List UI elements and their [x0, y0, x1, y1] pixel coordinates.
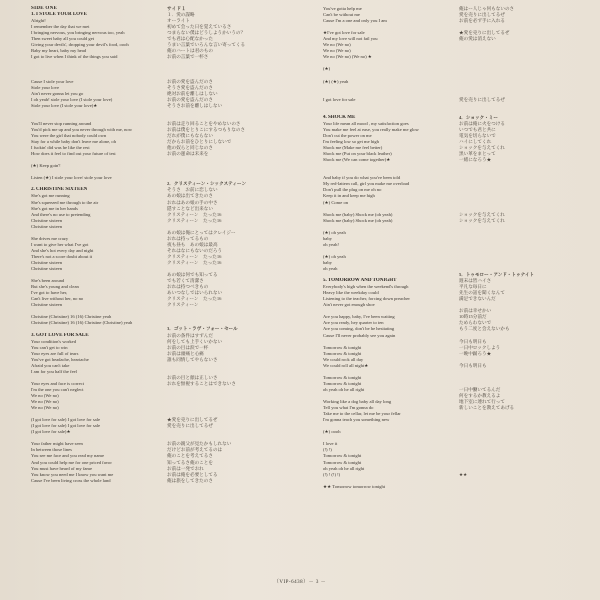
lyric-line: 平凡な毎日に — [459, 284, 487, 290]
lyric-line: You'll never stop running around — [31, 120, 92, 126]
lyric-line: 絶対お前を離しはしない — [167, 90, 218, 96]
lyric-line: 夜も昼も あの娘は最高 — [167, 241, 218, 247]
lyric-line: Shock me (Put on your black leather) — [323, 151, 392, 157]
lyric-line: 何をするか教えるよ — [459, 393, 501, 398]
lyric-line: うまい言葉でいろんな言い寄ってくる — [167, 42, 246, 48]
lyric-line: おれを無視することはできないさ — [167, 380, 236, 386]
lyric-line: Everybody's high when the weekend's through — [323, 284, 409, 290]
column-english-left — [31, 6, 159, 484]
lyric-line: お前は僕をとりこにするつもりなのさ — [167, 126, 246, 132]
lyric-line: 黒い革をまとって — [459, 151, 496, 157]
lyric-line: She's got me in her hands — [31, 205, 78, 211]
lyric-line: お前の言葉で一杯さ — [167, 54, 209, 60]
lyric-line: Are you ready, hey quarter to ten — [323, 320, 384, 326]
lyric-line: 俺のハートは君のもの — [167, 48, 213, 54]
lyric-line: ★愛を売りに出してるぜ — [459, 30, 510, 36]
lyric-line: でも若くて清潔さ — [167, 278, 204, 284]
lyric-line: お前を必ず手に入れる — [459, 18, 505, 24]
lyric-line: そうさ愛を盗んだのさ — [167, 84, 213, 90]
lyric-line: Stole your love (I stole your love)★ — [31, 102, 98, 108]
lyric-line: We no (We no) — [31, 393, 59, 398]
lyric-line: Tomorrow & tonight — [323, 344, 362, 350]
lyric-line: We no (We no) — [323, 42, 351, 48]
lyric-line: Tomorrow & tonight — [323, 453, 362, 459]
lyric-line: ★★ Tomorrow tomorrow tonight — [323, 483, 386, 489]
lyric-line: (★) Keep goin'! — [31, 163, 61, 169]
lyric-line: あいつなしではいられない — [167, 290, 223, 296]
lyric-line: クリスティーン たった16 — [167, 211, 222, 217]
lyric-line: You know you need me I know you want me — [31, 471, 114, 477]
lyric-line: Can't be without me — [323, 12, 360, 18]
lyric-line: (★) (★) yeah — [323, 78, 349, 84]
lyric-line: Are you happy, baby, I've been waiting — [323, 314, 395, 320]
lyric-line: Your condition's worked — [31, 338, 77, 344]
lyric-line: 一緒になろう★ — [459, 157, 492, 163]
lyric-line: oh yeah oh he all right — [323, 386, 365, 392]
lyric-line: お前の愛を盗んだのさ — [167, 96, 213, 102]
lyric-line: In between those lines — [31, 447, 72, 453]
lyric-line: クリスティーン — [167, 302, 199, 308]
lyric-line: Then sweet baby all you could get — [31, 36, 95, 42]
lyric-line: 4. SHOCK ME — [323, 114, 356, 120]
lyric-line: 愛を売りに出してるぜ — [459, 12, 505, 18]
lyric-line: Don't pull the plug on me oh no — [323, 187, 382, 193]
lyric-line: She's got me running — [31, 193, 70, 199]
lyric-line: ★愛を売りに出してるぜ — [167, 417, 218, 423]
lyric-line: Tomorrow & tonight — [323, 380, 362, 386]
lyric-line: Heavy like the weekday could — [323, 290, 379, 296]
lyric-line: Cause I stole your love — [31, 78, 74, 84]
lyric-line: Cause I've been living cross the whole land — [31, 477, 111, 483]
lyric-line: Tomorrow & tonight — [323, 350, 362, 356]
lyric-line: Tomorrow & tonight — [323, 459, 362, 465]
lyric-line: You'd pick me up and you never through with me, now — [31, 126, 133, 132]
lyric-line: 電気を切らないで — [459, 132, 496, 138]
lyric-line: We no (We no) — [31, 405, 59, 411]
lyric-line: And my love will not fail you — [323, 36, 378, 42]
column-japanese-right — [459, 6, 587, 478]
lyric-line: お前の目と顔は正しいさ — [167, 374, 218, 380]
lyric-line: ショックを与えてくれ — [459, 145, 505, 151]
lyric-line: あの娘は出てきたのさ — [167, 193, 213, 199]
column-japanese-left — [167, 6, 295, 484]
lyric-line: ショックを与えてくれ — [459, 211, 505, 217]
lyric-line: Shock me (baby) Shock me (oh yeah) — [323, 211, 393, 217]
catalog-footer: （VIP-6438）－ 3 － — [273, 580, 327, 585]
lyric-line: I want to give her what I've got — [31, 241, 89, 247]
lyric-line: Christine (Christine) 16 (16) Christine (Christine) yeah — [31, 320, 133, 326]
lyric-line: 週末は皆ハイさ — [459, 278, 492, 284]
column-english-right — [323, 6, 451, 490]
lyric-line: 5．トゥモロー・アンド・トゥナイト — [459, 272, 535, 278]
lyric-line: Don't cut the power on me — [323, 132, 372, 138]
lyric-line: I bringing nervous, you bringing nervous too, yeah — [31, 30, 125, 36]
lyric-line: それはなにもないのだろう — [167, 247, 223, 253]
lyric-line: We could roll all night★ — [323, 362, 369, 368]
lyric-line: クリスティーン たった16 — [167, 259, 222, 265]
lyric-line: How does it feel to find out your future of test — [31, 151, 116, 157]
lyric-line: And she's hot every day and night — [31, 247, 94, 253]
lyric-line: We no (We no) — [31, 399, 59, 405]
lyric-line: Christine sixteen — [31, 223, 63, 229]
lyric-line: ためらわないで — [459, 320, 492, 326]
lyric-line: おれは持ってるもの — [167, 235, 209, 241]
lyric-line: ハイにしてくれ — [459, 139, 492, 145]
lyric-line: (★) oh yeah — [323, 229, 346, 235]
lyric-line: I love it — [323, 441, 338, 447]
lyric-line: お前は俺に火をつける — [459, 120, 505, 126]
lyric-line: 愛を売りに出してるぜ — [459, 96, 505, 102]
lyric-line: 満足できないんだ — [459, 296, 496, 302]
lyric-line: だけどお前が考えてるのは — [167, 447, 223, 453]
lyric-line: oh yeah oh he all right — [323, 465, 365, 471]
lyric-line: あの娘は俺にとってはクレイジー — [167, 229, 236, 235]
lyric-line: Christine sixteen — [31, 302, 63, 308]
lyric-line: Cause I'll never probably see you again — [323, 332, 396, 338]
lyric-line: オーライト — [167, 18, 190, 24]
lyric-line: Are you coming, don't be he hesitating — [323, 326, 395, 332]
lyric-line: クリスティーン たった16 — [167, 253, 222, 259]
lyric-line: Working like a dog baby all day long — [323, 399, 392, 405]
lyric-line: おれは持つべきもの — [167, 284, 209, 290]
lyric-line: お前は走り回ることをやめないのさ — [167, 120, 241, 126]
lyric-line: Stay for a while baby don't leave me alone, oh — [31, 139, 117, 145]
lyric-line: 10時15分前だ — [459, 314, 487, 320]
lyric-line: もう二度と会えないかも — [459, 326, 510, 332]
lyric-line: お前は一発でおれ — [167, 465, 204, 471]
lyric-line: 一日中ロックしよう — [459, 344, 501, 350]
lyric-line: Ain't never gonna let you go — [31, 90, 84, 96]
lyric-line: Stole your love — [31, 84, 60, 90]
lyric-line: 一日中働いてるんだ — [459, 386, 501, 392]
lyric-line: (★) oooh — [323, 429, 341, 435]
lyric-line: oh yeah! — [323, 241, 339, 247]
lyric-line: Shock me (We can come together)★ — [323, 157, 391, 163]
lyric-line: I got to live when I think of the things you said — [31, 54, 118, 60]
lyric-line: 初めて会った日を覚えているさ — [167, 24, 232, 30]
lyric-line: We could rock all day — [323, 356, 364, 362]
lyric-line: そうさ お前に恋しない — [167, 187, 218, 193]
lyric-line: I'm the one you can't neglect — [31, 386, 84, 392]
lyric-line: I've got to have her, — [31, 290, 68, 296]
lyric-line: 俺はー人じゃ何もないのさ — [459, 6, 515, 11]
lyric-line: (★) — [323, 66, 331, 72]
lyric-line: She's been around — [31, 278, 65, 284]
lyric-line: baby — [323, 235, 332, 241]
lyric-line: But she's young and clean — [31, 284, 79, 290]
lyric-line: I fuckin' did was he like the rest — [31, 145, 90, 151]
lyric-line: 2．クリスティーン・シックスティーン — [167, 181, 247, 187]
lyric-line: 先生の話を聞くなんて — [459, 290, 505, 296]
lyric-line: (I got love for sale)★ — [31, 429, 71, 435]
lyric-line: 他の奴らと同じなのさ — [167, 145, 213, 151]
lyric-line: サイド１ — [167, 6, 187, 11]
lyric-line: お前は俺を必要としてる — [167, 471, 218, 477]
lyric-line: I am for you half the feel — [31, 368, 77, 374]
lyric-line: Shock me (baby) Shock me (oh yeah) — [323, 217, 393, 223]
lyric-line: ★★ — [459, 471, 468, 477]
lyric-line: Alright! — [31, 18, 46, 24]
lyric-line: いつでも君と共に — [459, 126, 496, 132]
lyric-line: ショックを与えてくれ — [459, 217, 505, 223]
lyric-line: You've gotta help me — [323, 6, 362, 11]
lyric-line: Listen (★) I stole your love/ stole your love — [31, 175, 112, 181]
lyric-line: Giving your devils', dropping your devil's food, oooh — [31, 42, 129, 48]
lyric-line: Your father might have seen — [31, 441, 83, 447]
lyric-line: クリスティーン たった16 — [167, 217, 222, 223]
lyric-line: だからお前をひとりにしないで — [167, 139, 232, 145]
lyric-line: Listening to the teacher, forcing down preacher — [323, 296, 410, 302]
lyric-line: You make me feel at ease, you really make me glow — [323, 126, 419, 132]
lyric-line: 3. GOT LOVE FOR SALE — [31, 332, 89, 338]
lyric-line: You were the girl that nobody could own — [31, 132, 107, 138]
lyric-line: (I got love for sale) I got love for sale — [31, 423, 101, 429]
lyric-line: (!) !) — [323, 447, 332, 453]
lyric-line: だれが僕にもならない — [167, 132, 213, 138]
lyric-line: 4．ショック・ミー — [459, 114, 498, 120]
lyric-line: Christine sixteen — [31, 266, 63, 272]
lyric-line: My red-lattern call, girl you make me overload — [323, 181, 410, 187]
lyric-line: 俺のことを考えてるさ — [167, 453, 213, 459]
lyric-line: SIDE ONE — [31, 6, 58, 11]
lyric-line: お前は幸せかい — [459, 308, 492, 314]
lyric-line: You see me face and you read my name — [31, 453, 105, 459]
lyric-line: There's not a score doubt about it — [31, 253, 93, 259]
lyric-line: 一晩中踊ろう★ — [459, 350, 492, 356]
lyric-line: 愛を売りに出してるぜ — [167, 423, 213, 429]
lyric-line: We no (We no) — [323, 48, 351, 54]
lyric-line: あの娘は何でも知ってる — [167, 272, 218, 278]
lyric-line: Your eyes are full of tears — [31, 350, 79, 356]
lyric-line: Afraid you can't take — [31, 362, 70, 368]
lyric-line: Baby my heart, baby my head — [31, 48, 87, 54]
lyric-line: Tomorrow & tonight — [323, 374, 362, 380]
lyric-line: Your life mean all mood , my satisfaction goes — [323, 120, 409, 126]
lyric-line: (!) ! (!) !) — [323, 471, 341, 477]
lyric-line: お前の親父が見たかもしれない — [167, 441, 232, 447]
lyric-line: oh yeah — [323, 266, 338, 272]
lyric-line: つまらない僕はどうしようかいうの？ — [167, 30, 246, 36]
lyric-line: Take me to the cellar, let me be your fellar — [323, 411, 401, 417]
lyric-line: You can't get to win — [31, 344, 68, 350]
lyric-line: Ain't never got enough shoe — [323, 302, 375, 308]
lyric-line: I'm gonna teach you something new — [323, 417, 390, 423]
lyric-line: Can't live without her, no no — [31, 296, 84, 302]
lyric-line: Shock me (Make me feel better) — [323, 145, 383, 151]
lyric-line: おれはあの娘の手の中さ — [167, 199, 218, 205]
lyric-line: お前の条件はすずんだ — [167, 332, 213, 338]
lyric-line: Keep it in and keep me high — [323, 193, 375, 199]
lyric-line: 知ってるさ俺のことを — [167, 459, 213, 465]
lyric-line: でも君は心配なかった — [167, 36, 213, 42]
lyric-line: We no (We no) (We no) ★ — [323, 54, 372, 60]
lyric-line: お前の愛を盗んだのさ — [167, 78, 213, 84]
lyric-line: 俺の愛は消えない — [459, 36, 496, 42]
lyric-line: (I got love for sale) I got love for sale — [31, 417, 101, 423]
lyric-line: She drives me crazy — [31, 235, 69, 241]
lyric-line: １．愛の謀略 — [167, 12, 195, 18]
lyric-line: I oh yeah! stole your love (I stole your love) — [31, 96, 113, 102]
lyric-line: 今日も明日も — [459, 362, 487, 368]
lyric-line: 1. I STOLE YOUR LOVE — [31, 12, 87, 18]
lyric-line: She's squeezed me through to the air — [31, 199, 99, 205]
lyric-line: 2. CHRISTINE SIXTEEN — [31, 187, 88, 193]
lyric-line: 隠すことなど出来ない — [167, 205, 213, 211]
lyric-line: You've got headache, heartache — [31, 356, 89, 362]
lyric-line: 新しいことを教えてあげる — [459, 405, 515, 411]
lyric-line: I remember the day that we met — [31, 24, 90, 30]
lyric-line: 5. TOMORROW AND TONIGHT — [323, 278, 397, 284]
lyric-line: Christine (Christine) 16 (16) Christine yeah — [31, 314, 112, 320]
lyric-line: Cause I'm a one and only you I am — [323, 18, 387, 24]
lyric-line: 地下室に連れて行って — [459, 399, 505, 405]
lyric-line: And you could help me for one priced favor — [31, 459, 112, 465]
lyric-line: お前の運命は未来を — [167, 151, 209, 157]
lyric-line: クリスティーン たった16 — [167, 296, 222, 302]
lyric-line: (★) oh yeah — [323, 253, 346, 259]
lyric-line: 誰も同情してやらないさ — [167, 356, 218, 362]
lyric-line: And there's no use to pretending — [31, 211, 91, 217]
lyric-line: Christine sixteen — [31, 259, 63, 265]
lyric-line: You must have heard of my fame — [31, 465, 93, 471]
lyric-line: 何をしても上手くいかない — [167, 338, 223, 344]
lyric-line: I'm feeling low so get me high — [323, 139, 379, 145]
lyric-line: お前は頭痛と心痛 — [167, 350, 204, 356]
lyric-line: 今日も明日も — [459, 338, 487, 344]
lyric-line: (★) Come on — [323, 199, 349, 205]
lyric-line: And baby if you do what you've been told — [323, 175, 401, 181]
lyric-line: Your eyes and face is correct — [31, 380, 84, 386]
lyric-line: 俺は旅をしてきたのさ — [167, 477, 213, 483]
lyric-line: I got love for sale — [323, 96, 356, 102]
lyric-line: お前の目は涙で一杯 — [167, 344, 209, 350]
lyric-line: Tell you what I'm gonna do — [323, 405, 374, 411]
lyric-line: baby — [323, 259, 332, 265]
lyric-line: そうさお前を離しはしない — [167, 102, 223, 108]
lyric-line: Christine sixteen — [31, 217, 63, 223]
lyric-line: 3．ゴット・ラヴ・フォー・セール — [167, 326, 238, 332]
lyric-line: ★I've got love for sale — [323, 30, 365, 36]
